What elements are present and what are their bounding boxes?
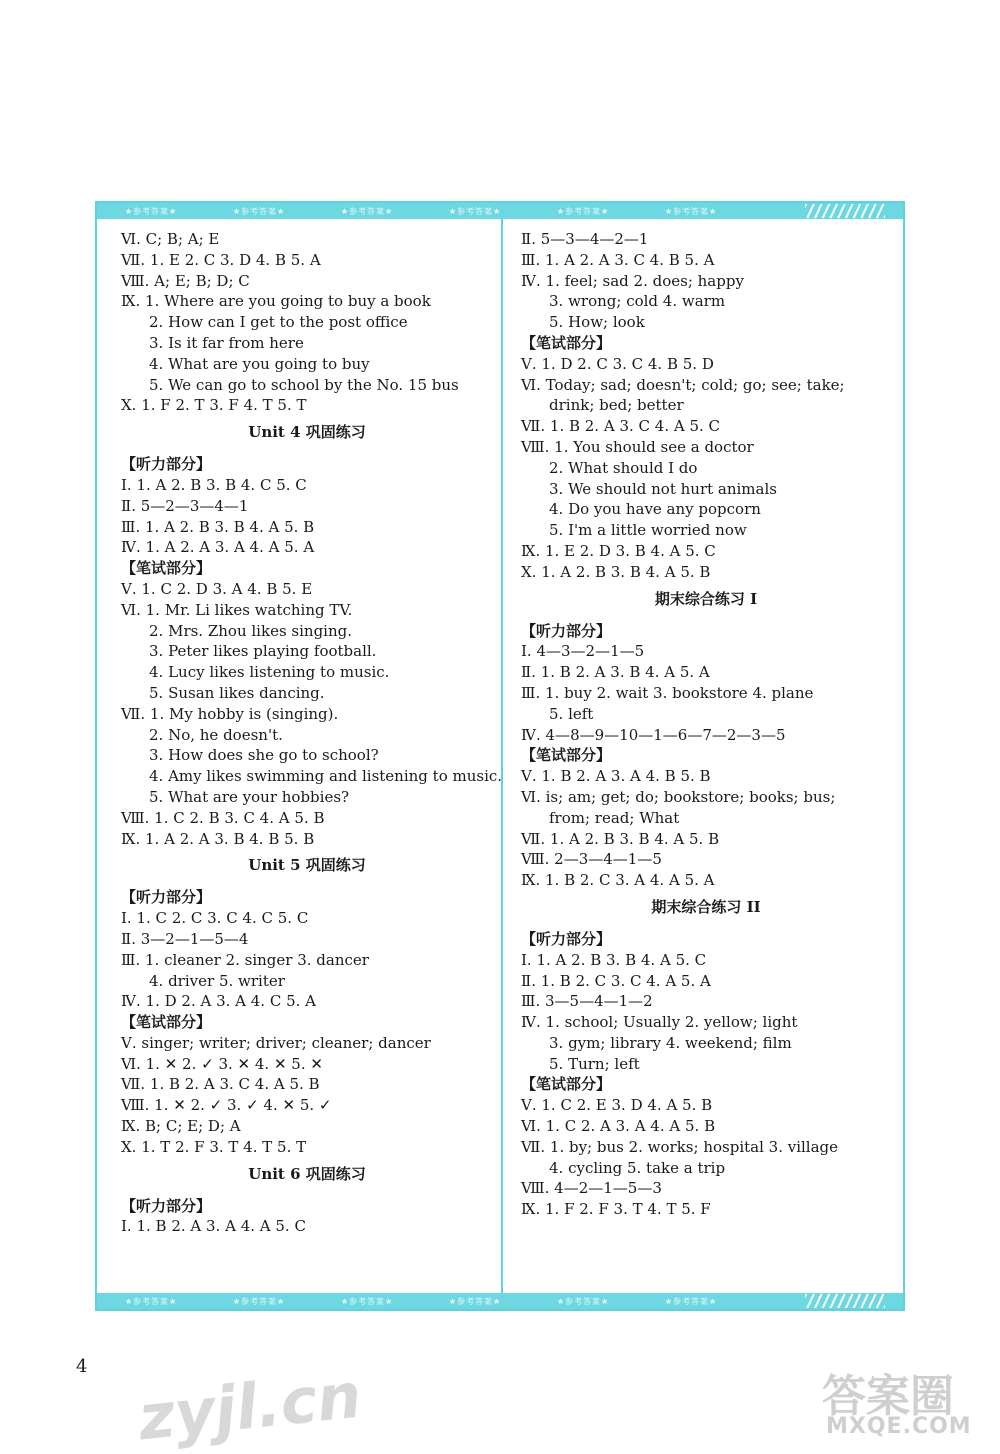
answer-line: Ⅰ. 4—3—2—1—5 (521, 642, 645, 661)
answer-subline: drink; bed; better (549, 396, 684, 415)
answer-subline: 4. What are you going to buy (149, 354, 370, 373)
answer-line: Ⅵ. 1. C 2. A 3. A 4. A 5. B (521, 1117, 716, 1136)
answer-subline: 5. left (549, 704, 594, 723)
part-heading: 【听力部分】 (121, 455, 212, 474)
banner-label: ★参考答案★ (340, 1296, 394, 1306)
answer-line: Ⅴ. singer; writer; driver; cleaner; dancer (121, 1033, 431, 1052)
answer-subline: 5. I'm a little worried now (549, 521, 747, 540)
part-heading: 【笔试部分】 (521, 746, 612, 765)
answer-line: Ⅶ. 1. by; bus 2. works; hospital 3. village (521, 1137, 839, 1156)
watermark-text: zyjl.cn (134, 1358, 365, 1454)
answer-subline: 4. Lucy likes listening to music. (149, 663, 390, 682)
answer-line: Ⅷ. 1. You should see a doctor (521, 437, 754, 456)
answer-line: Ⅲ. 3—5—4—1—2 (521, 992, 653, 1011)
answer-line: Ⅸ. B; C; E; D; A (121, 1117, 241, 1136)
answer-subline: 2. No, he doesn't. (149, 725, 283, 744)
answer-subline: 5. We can go to school by the No. 15 bus (149, 375, 459, 394)
part-heading: 【听力部分】 (121, 888, 212, 907)
part-heading: 【听力部分】 (521, 621, 612, 640)
answer-line: Ⅱ. 1. B 2. A 3. B 4. A 5. A (521, 663, 710, 682)
answer-subline: 2. What should I do (549, 458, 698, 477)
answer-subline: 3. We should not hurt animals (549, 479, 777, 498)
banner-label: ★参考答案★ (232, 1296, 286, 1306)
answer-line: Ⅰ. 1. A 2. B 3. B 4. A 5. C (521, 950, 707, 969)
answer-line: Ⅰ. 1. A 2. B 3. B 4. C 5. C (121, 475, 307, 494)
answer-line: Ⅹ. 1. F 2. T 3. F 4. T 5. T (121, 396, 307, 415)
answer-line: Ⅲ. 1. A 2. A 3. C 4. B 5. A (521, 250, 715, 269)
answer-line: Ⅳ. 1. A 2. A 3. A 4. A 5. A (121, 538, 315, 557)
answer-line: Ⅳ. 1. D 2. A 3. A 4. C 5. A (121, 992, 316, 1011)
right-column (521, 229, 891, 1220)
answer-line: Ⅱ. 1. B 2. C 3. C 4. A 5. A (521, 971, 711, 990)
answer-line: Ⅱ. 3—2—1—5—4 (121, 929, 249, 948)
answer-line: Ⅷ. 2—3—4—1—5 (521, 850, 662, 869)
answer-subline: 3. Peter likes playing football. (149, 642, 377, 661)
answer-line: Ⅸ. 1. A 2. A 3. B 4. B 5. B (121, 829, 315, 848)
part-heading: 【笔试部分】 (521, 1075, 612, 1094)
answer-line: Ⅴ. 1. B 2. A 3. A 4. B 5. B (521, 767, 711, 786)
answer-subline: 4. Amy likes swimming and listening to music. (149, 767, 503, 786)
answer-line: Ⅶ. 1. B 2. A 3. C 4. A 5. C (521, 417, 721, 436)
part-heading: 【笔试部分】 (121, 1013, 212, 1032)
answer-line: Ⅸ. 1. F 2. F 3. T 4. T 5. F (521, 1200, 711, 1219)
answer-line: Ⅱ. 5—3—4—2—1 (521, 230, 649, 248)
answer-line: Ⅳ. 1. school; Usually 2. yellow; light (521, 1013, 798, 1032)
answer-line: Ⅶ. 1. My hobby is (singing). (121, 704, 339, 723)
answer-subline: from; read; What (549, 808, 680, 827)
answer-line: Ⅵ. 1. Mr. Li likes watching TV. (121, 600, 353, 619)
answer-line: Ⅰ. 1. C 2. C 3. C 4. C 5. C (121, 909, 309, 928)
banner-label: ★参考答案★ (664, 1296, 718, 1306)
answer-subline: 3. How does she go to school? (149, 746, 379, 765)
section-title: Unit 6 巩固练习 (248, 1164, 366, 1183)
answer-line: Ⅵ. Today; sad; doesn't; cold; go; see; take; (521, 375, 845, 394)
answer-line: Ⅲ. 1. A 2. B 3. B 4. A 5. B (121, 517, 315, 536)
answer-line: Ⅵ. is; am; get; do; bookstore; books; bus; (521, 787, 836, 806)
answer-key-frame (95, 201, 905, 1311)
answer-line: Ⅷ. 1. ✕ 2. ✓ 3. ✓ 4. ✕ 5. ✓ (121, 1096, 332, 1115)
answer-line: Ⅸ. 1. E 2. D 3. B 4. A 5. C (521, 541, 716, 560)
part-heading: 【听力部分】 (521, 929, 612, 948)
answer-subline: 4. driver 5. writer (149, 971, 285, 990)
top-banner (97, 203, 903, 219)
stripe-decoration (805, 1294, 885, 1308)
section-title: Unit 4 巩固练习 (248, 423, 366, 442)
section-title: 期末综合练习 II (651, 897, 761, 916)
answer-line: Ⅴ. 1. D 2. C 3. C 4. B 5. D (521, 354, 714, 373)
answer-subline: 3. Is it far from here (149, 333, 304, 352)
answer-line: Ⅲ. 1. buy 2. wait 3. bookstore 4. plane (521, 683, 814, 702)
left-column (121, 229, 503, 1237)
stripe-decoration (805, 204, 885, 218)
answer-line: Ⅶ. 1. A 2. B 3. B 4. A 5. B (521, 829, 720, 848)
banner-label: ★参考答案★ (556, 1296, 610, 1306)
answer-subline: 5. What are your hobbies? (149, 787, 350, 806)
answer-line: Ⅲ. 1. cleaner 2. singer 3. dancer (121, 950, 369, 969)
banner-label: ★参考答案★ (340, 206, 394, 216)
part-heading: 【笔试部分】 (521, 333, 612, 352)
banner-label: ★参考答案★ (664, 206, 718, 216)
banner-label: ★参考答案★ (124, 1296, 178, 1306)
part-heading: 【笔试部分】 (121, 559, 212, 578)
answer-line: Ⅸ. 1. B 2. C 3. A 4. A 5. A (521, 871, 715, 890)
answer-subline: 3. wrong; cold 4. warm (549, 292, 726, 311)
banner-label: ★参考答案★ (556, 206, 610, 216)
answer-line: Ⅹ. 1. A 2. B 3. B 4. A 5. B (521, 562, 711, 581)
answer-subline: 5. Susan likes dancing. (149, 683, 325, 702)
answer-subline: 4. cycling 5. take a trip (549, 1158, 726, 1177)
part-heading: 【听力部分】 (121, 1196, 212, 1215)
section-title: Unit 5 巩固练习 (248, 856, 366, 875)
banner-label: ★参考答案★ (448, 1296, 502, 1306)
banner-label: ★参考答案★ (124, 206, 178, 216)
answer-line: Ⅵ. C; B; A; E (121, 230, 220, 248)
page-number: 4 (76, 1356, 88, 1377)
answer-line: Ⅴ. 1. C 2. D 3. A 4. B 5. E (121, 579, 313, 598)
answer-subline: 3. gym; library 4. weekend; film (549, 1033, 792, 1052)
answer-subline: 2. How can I get to the post office (149, 313, 408, 332)
answer-line: Ⅸ. 1. Where are you going to buy a book (121, 292, 431, 311)
bottom-banner (97, 1293, 903, 1309)
section-title: 期末综合练习 I (654, 589, 758, 608)
answer-subline: 5. Turn; left (549, 1054, 640, 1073)
answer-line: Ⅷ. 1. C 2. B 3. C 4. A 5. B (121, 808, 325, 827)
answer-line: Ⅰ. 1. B 2. A 3. A 4. A 5. C (121, 1217, 306, 1236)
answer-line: Ⅴ. 1. C 2. E 3. D 4. A 5. B (521, 1096, 713, 1115)
answer-line: Ⅳ. 4—8—9—10—1—6—7—2—3—5 (521, 725, 786, 744)
watermark-logo: 答案圈 (822, 1371, 954, 1422)
answer-subline: 4. Do you have any popcorn (549, 500, 761, 519)
banner-label: ★参考答案★ (232, 206, 286, 216)
answer-line: Ⅷ. 4—2—1—5—3 (521, 1179, 662, 1198)
answer-line: Ⅳ. 1. feel; sad 2. does; happy (521, 271, 744, 290)
answer-subline: 2. Mrs. Zhou likes singing. (149, 621, 352, 640)
answer-line: Ⅵ. 1. ✕ 2. ✓ 3. ✕ 4. ✕ 5. ✕ (121, 1054, 323, 1073)
column-divider (501, 219, 503, 1293)
answer-line: Ⅶ. 1. E 2. C 3. D 4. B 5. A (121, 250, 321, 269)
banner-label: ★参考答案★ (448, 206, 502, 216)
watermark-site: MXQE.COM (826, 1414, 972, 1439)
answer-line: Ⅷ. A; E; B; D; C (121, 271, 250, 290)
answer-subline: 5. How; look (549, 313, 645, 332)
answer-line: Ⅹ. 1. T 2. F 3. T 4. T 5. T (121, 1137, 307, 1156)
answer-line: Ⅱ. 5—2—3—4—1 (121, 496, 249, 515)
answer-line: Ⅶ. 1. B 2. A 3. C 4. A 5. B (121, 1075, 320, 1094)
